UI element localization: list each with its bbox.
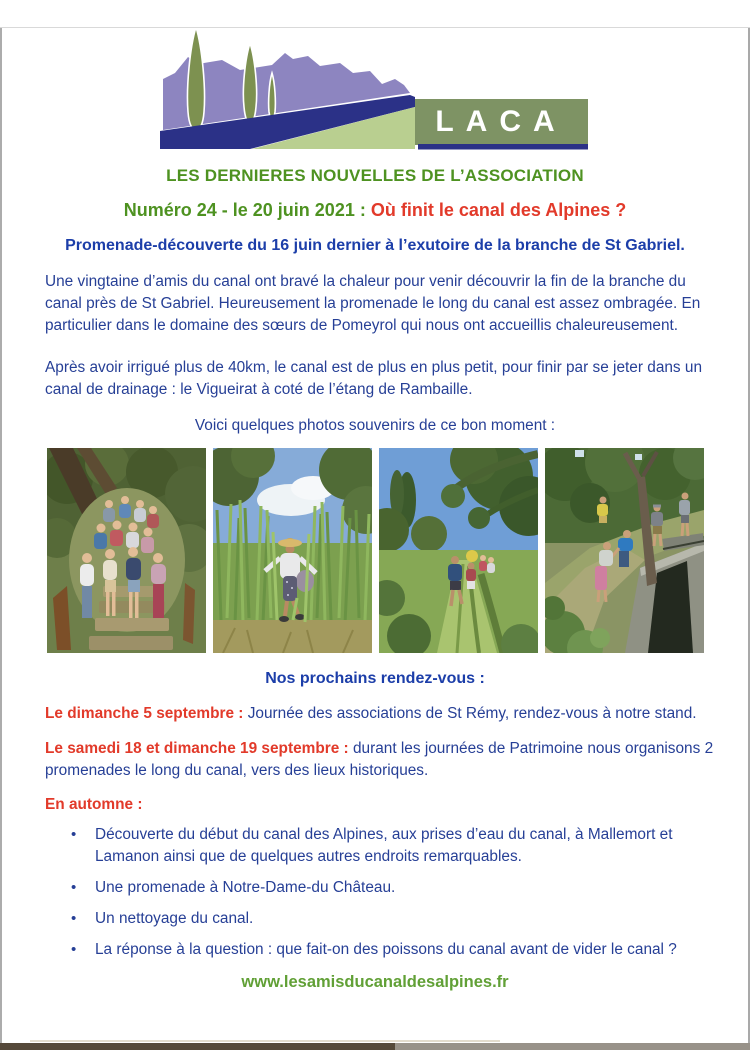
photo-walker-in-reeds [213,448,372,653]
bullet-icon: • [71,879,77,896]
autumn-label: En automne : [45,796,143,813]
photo-strip [47,448,750,653]
autumn-list-item-2 [71,877,710,899]
article-paragraph-2: Après avoir irrigué plus de 40km, le canal est de plus en plus petit, pour finir par se jeter dans un canal de drainage : le Vigueirat à coté de l’étang de Rambaille. [45,359,703,398]
autumn-list-item-3-text: Un nettoyage du canal. [95,910,254,927]
bullet-icon: • [71,941,77,958]
autumn-list-item-1 [71,824,710,868]
photo-canal-structure [545,448,704,653]
website-link[interactable]: www.lesamisducanaldesalpines.fr [241,973,509,991]
bullet-icon: • [71,826,77,843]
autumn-list-item-2-text: Une promenade à Notre-Dame-du Château. [95,879,396,896]
autumn-list-item-4 [71,939,710,961]
next-page-strip [0,1043,750,1050]
issue-line [20,198,730,223]
article-paragraph-1: Une vingtaine d’amis du canal ont bravé la chaleur pour venir découvrir la fin de la branche du canal près de St Gabriel. Heureusement la promenade le long du canal est assez ombragée. En particulier dans le domaine des sœurs de Pomeyrol qui nous ont accueillis chaleureusement. [45,273,701,334]
autumn-list-item-4-text: La réponse à la question : que fait-on des poissons du canal avant de vider le canal ? [95,941,677,958]
article-subtitle: Promenade-découverte du 16 juin dernier à l’exutoire de la branche de St Gabriel. [65,237,685,254]
agenda-item-2-date: Le samedi 18 et dimanche 19 septembre : [45,740,349,757]
laca-logo-image [160,27,590,152]
photo-walker-in-reeds-image [213,448,372,653]
next-page-strip-left [0,1043,395,1050]
photo-canal-path-image [379,448,538,653]
photo-canal-structure-image [545,448,704,653]
next-page-strip-right [395,1043,750,1050]
agenda-item-1-date: Le dimanche 5 septembre : [45,705,244,722]
agenda-item-2-text: durant les journées de Patrimoine nous organisons 2 promenades le long du canal, vers des lieux historiques. [45,740,714,779]
newsletter-title: LES DERNIERES NOUVELLES DE L’ASSOCIATION [166,166,584,185]
autumn-list-item-3 [71,908,710,930]
bullet-icon: • [71,910,77,927]
photo-group-on-steps-image [47,448,206,653]
photos-intro: Voici quelques photos souvenirs de ce bon moment : [194,417,556,434]
page-edge-left [0,27,2,1050]
laca-underline [418,144,588,150]
agenda-title: Nos prochains rendez-vous : [265,670,485,687]
autumn-list [0,824,710,961]
issue-number-date: Numéro 24 - le 20 juin 2021 : [123,200,366,220]
agenda-item-1 [45,703,715,725]
agenda-item-2 [45,738,715,782]
page-edge-top [0,27,750,28]
autumn-list-item-1-text: Découverte du début du canal des Alpines, aux prises d’eau du canal, à Mallemort et Lamanon ainsi que de quelques autres endroits remarquables. [95,826,673,865]
photo-group-on-steps [47,448,206,653]
laca-logo [160,27,590,152]
next-page-hint-line [30,1040,500,1042]
laca-acronym: LACA [435,105,567,138]
issue-subject: Où finit le canal des Alpines ? [370,200,627,220]
photo-canal-path [379,448,538,653]
agenda-item-1-text: Journée des associations de St Rémy, rendez-vous à notre stand. [247,705,697,722]
